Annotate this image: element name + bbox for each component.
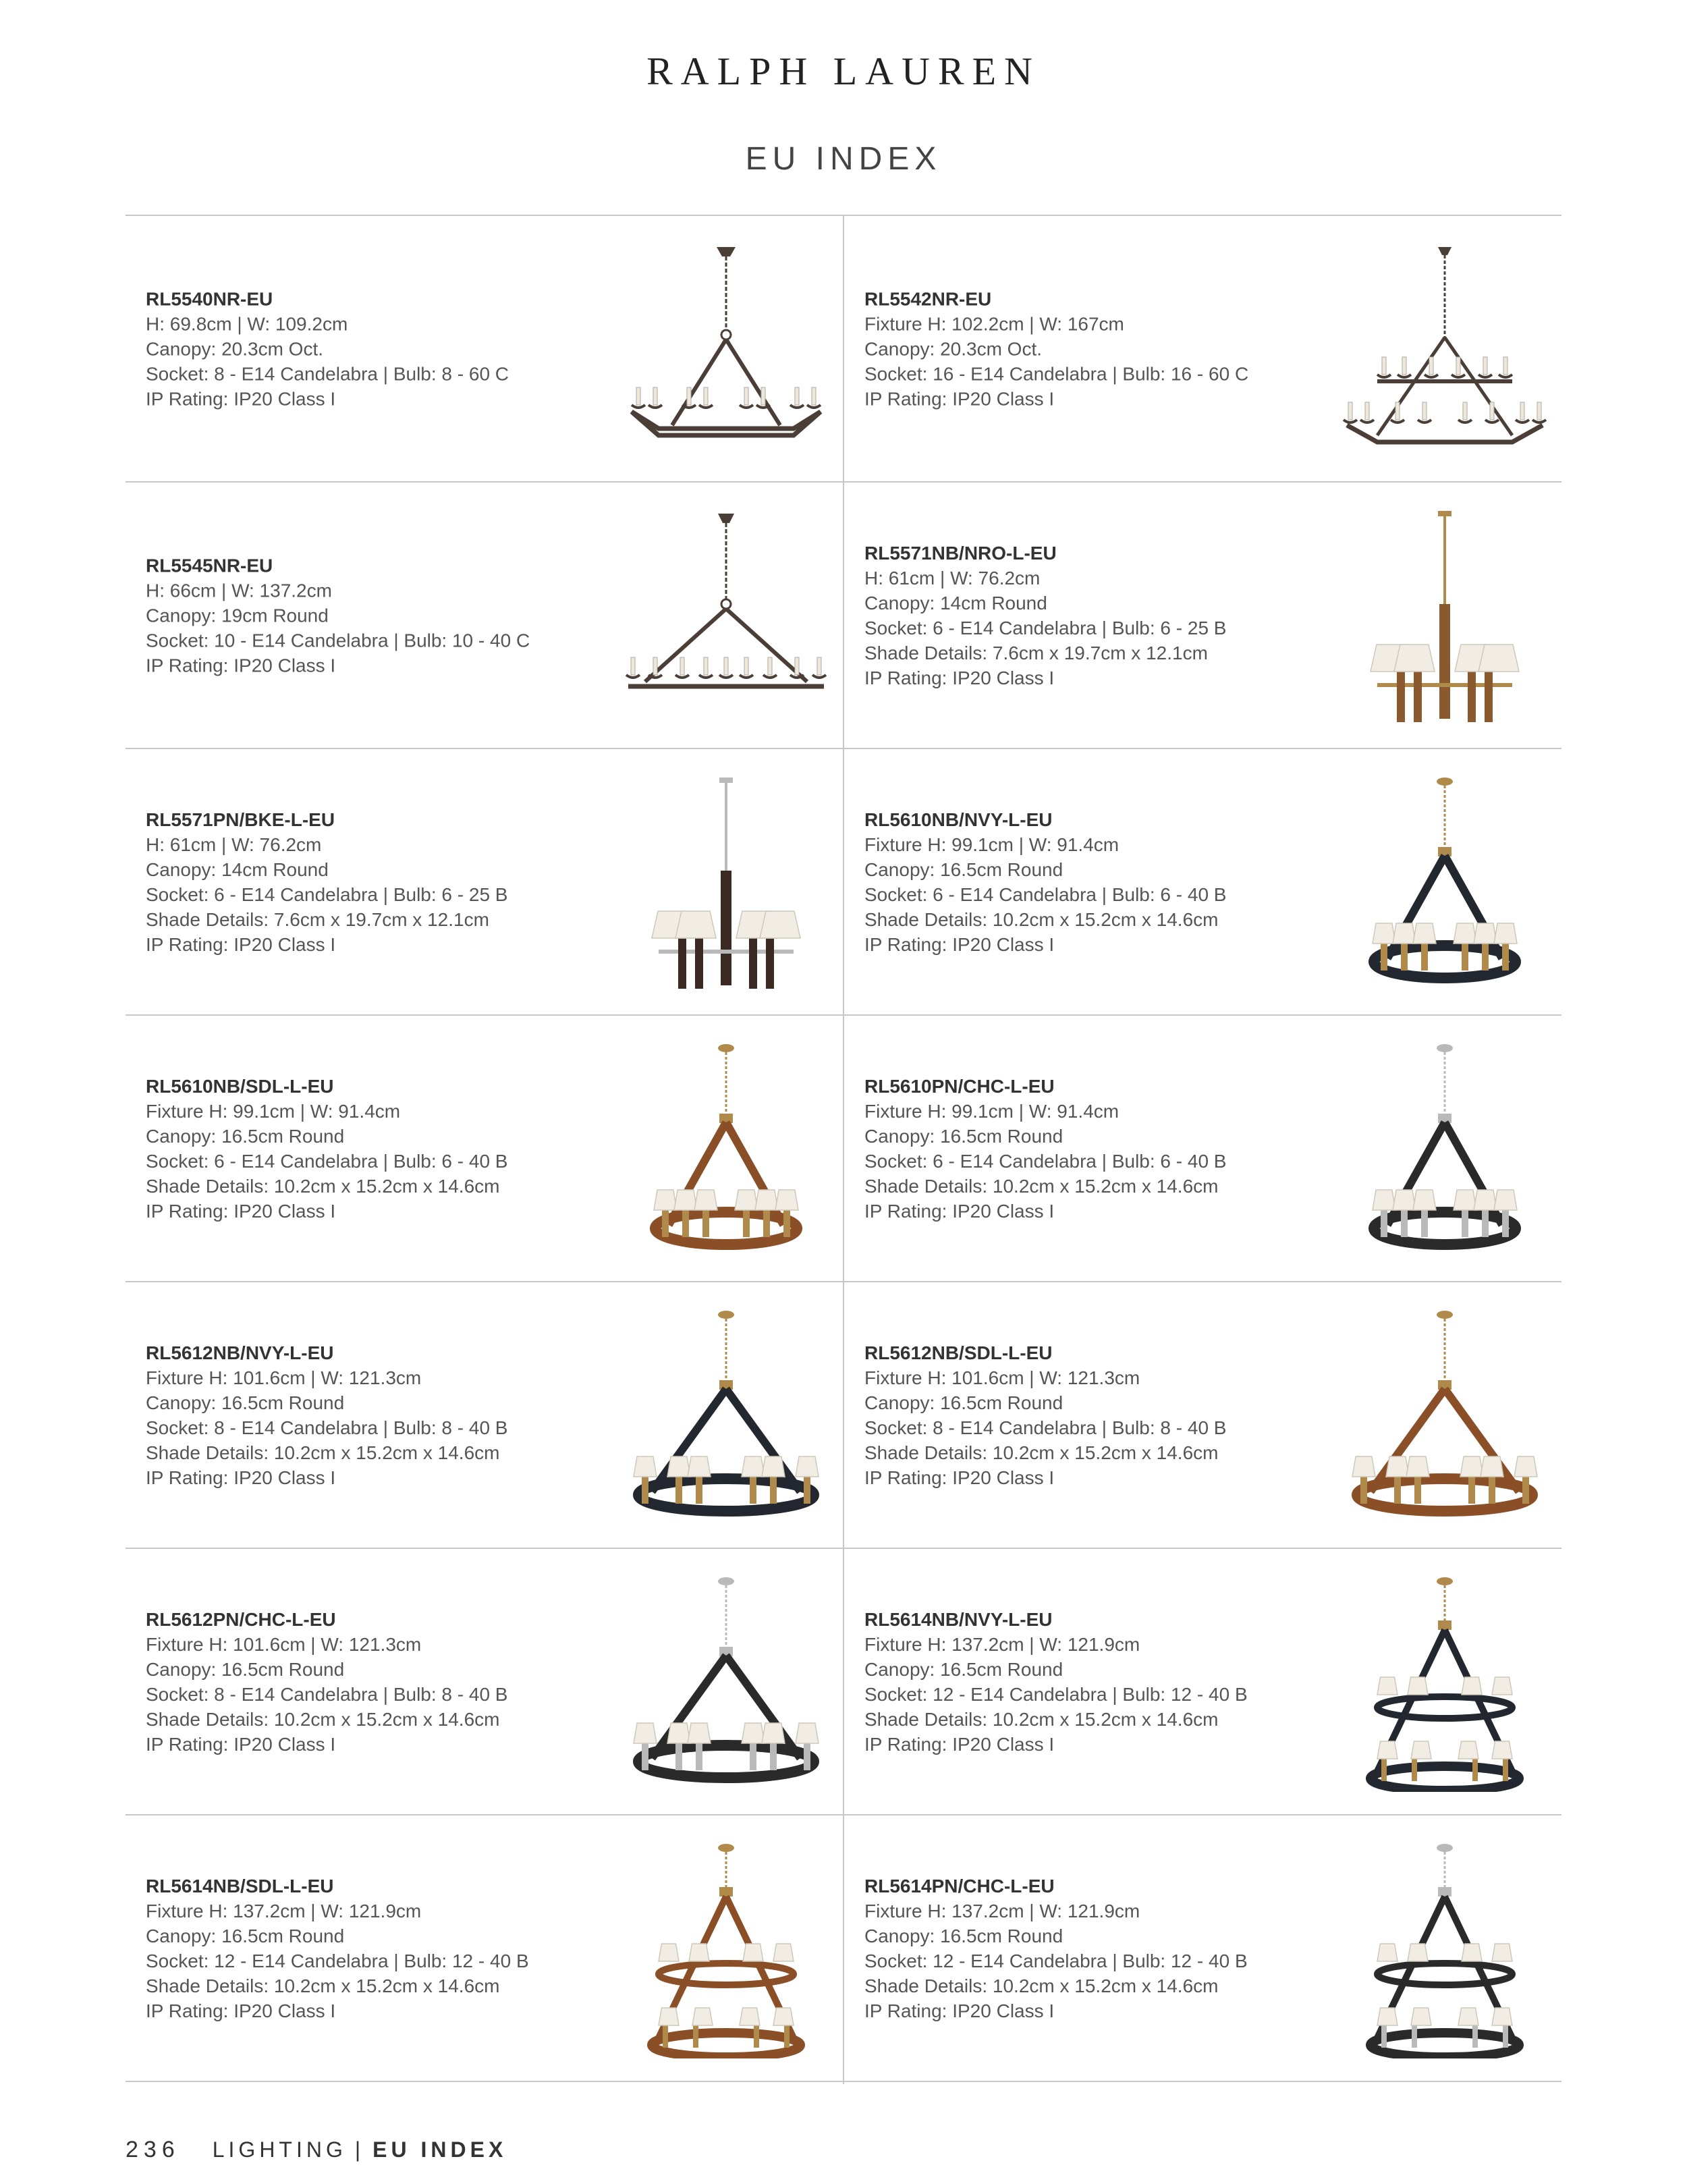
spec-line: Socket: 6 - E14 Candelabra | Bulb: 6 - 25 B	[146, 883, 508, 905]
spec-line: Shade Details: 10.2cm x 15.2cm x 14.6cm	[146, 1708, 500, 1730]
chandelier-image	[1337, 1043, 1553, 1259]
index-row	[126, 749, 1561, 1016]
product-code: RL5612NB/SDL-L-EU	[864, 1342, 1053, 1363]
spec-line: Canopy: 16.5cm Round	[146, 1925, 345, 1946]
product-code: RL5612NB/NVY-L-EU	[146, 1342, 334, 1363]
spec-line: Canopy: 16.5cm Round	[146, 1658, 345, 1680]
spec-line: IP Rating: IP20 Class I	[864, 667, 1055, 688]
spec-line: Fixture H: 99.1cm | W: 91.4cm	[864, 834, 1119, 855]
product-cell	[844, 483, 1562, 748]
product-code: RL5610NB/NVY-L-EU	[864, 809, 1053, 830]
product-cell	[126, 483, 844, 748]
footer-separator: |	[354, 2137, 365, 2162]
product-code: RL5614NB/NVY-L-EU	[864, 1608, 1053, 1630]
spec-line: Socket: 16 - E14 Candelabra | Bulb: 16 - 60 C	[864, 363, 1249, 384]
brand-logo: RALPH LAUREN	[646, 49, 1041, 93]
spec-line: Socket: 8 - E14 Candelabra | Bulb: 8 - 40 B	[864, 1417, 1227, 1438]
product-spec	[146, 1874, 618, 2023]
spec-line: Canopy: 16.5cm Round	[864, 1658, 1063, 1680]
spec-line: Canopy: 14cm Round	[146, 858, 329, 880]
product-code: RL5614PN/CHC-L-EU	[864, 1875, 1055, 1896]
spec-line: IP Rating: IP20 Class I	[146, 1200, 336, 1222]
footer-subsection: EU INDEX	[372, 2137, 507, 2162]
product-cell	[844, 1016, 1562, 1281]
spec-line: H: 61cm | W: 76.2cm	[864, 567, 1041, 589]
index-row	[126, 1282, 1561, 1549]
product-code: RL5614NB/SDL-L-EU	[146, 1875, 334, 1896]
product-cell	[126, 1549, 844, 1814]
spec-line: IP Rating: IP20 Class I	[146, 933, 336, 955]
spec-line: Fixture H: 102.2cm | W: 167cm	[864, 313, 1124, 334]
chandelier-image	[618, 1842, 834, 2058]
chandelier-image	[1337, 1576, 1553, 1792]
product-code: RL5571PN/BKE-L-EU	[146, 809, 335, 830]
product-spec	[864, 286, 1337, 411]
chandelier-image	[1337, 776, 1553, 992]
spec-line: Canopy: 14cm Round	[864, 592, 1047, 613]
spec-line: Shade Details: 10.2cm x 15.2cm x 14.6cm	[864, 1175, 1219, 1197]
product-code: RL5542NR-EU	[864, 288, 992, 309]
footer-section: LIGHTING	[212, 2137, 347, 2162]
product-spec	[864, 807, 1337, 957]
spec-line: Canopy: 20.3cm Oct.	[864, 338, 1043, 359]
chandelier-image	[1337, 1309, 1553, 1525]
spec-line: Socket: 8 - E14 Candelabra | Bulb: 8 - 60 C	[146, 363, 509, 384]
page-footer	[126, 2137, 507, 2163]
index-row	[126, 483, 1561, 749]
spec-line: Fixture H: 101.6cm | W: 121.3cm	[146, 1633, 422, 1655]
spec-line: Canopy: 19cm Round	[146, 605, 329, 626]
index-row	[126, 216, 1561, 483]
spec-line: Socket: 6 - E14 Candelabra | Bulb: 6 - 25 B	[864, 617, 1227, 638]
spec-line: IP Rating: IP20 Class I	[864, 1200, 1055, 1222]
spec-line: Socket: 6 - E14 Candelabra | Bulb: 6 - 40 B	[146, 1150, 508, 1172]
product-cell	[844, 216, 1562, 481]
index-row	[126, 1549, 1561, 1816]
chandelier-image	[618, 1309, 834, 1525]
spec-line: IP Rating: IP20 Class I	[864, 933, 1055, 955]
chandelier-image	[618, 1043, 834, 1259]
chandelier-image	[618, 510, 834, 726]
spec-line: Shade Details: 7.6cm x 19.7cm x 12.1cm	[146, 908, 489, 930]
product-spec	[864, 1874, 1337, 2023]
chandelier-image	[618, 776, 834, 992]
product-code: RL5545NR-EU	[146, 555, 273, 576]
product-spec	[146, 1607, 618, 1757]
product-cell	[126, 1816, 844, 2081]
product-code: RL5540NR-EU	[146, 288, 273, 309]
spec-line: Socket: 6 - E14 Candelabra | Bulb: 6 - 40 B	[864, 883, 1227, 905]
spec-line: Canopy: 16.5cm Round	[146, 1125, 345, 1147]
spec-line: Shade Details: 7.6cm x 19.7cm x 12.1cm	[864, 642, 1208, 663]
spec-line: Socket: 12 - E14 Candelabra | Bulb: 12 - 40 B	[864, 1950, 1248, 1971]
spec-line: Canopy: 16.5cm Round	[864, 858, 1063, 880]
spec-line: Socket: 12 - E14 Candelabra | Bulb: 12 - 40 B	[146, 1950, 529, 1971]
index-row	[126, 1016, 1561, 1282]
product-spec	[864, 541, 1337, 690]
product-cell	[844, 1549, 1562, 1814]
spec-line: Shade Details: 10.2cm x 15.2cm x 14.6cm	[146, 1442, 500, 1463]
product-spec	[146, 286, 618, 411]
spec-line: IP Rating: IP20 Class I	[146, 1467, 336, 1488]
spec-line: IP Rating: IP20 Class I	[864, 1733, 1055, 1755]
spec-line: Fixture H: 99.1cm | W: 91.4cm	[864, 1100, 1119, 1122]
chandelier-image	[1337, 1842, 1553, 2058]
product-cell	[126, 1016, 844, 1281]
product-index-grid	[126, 215, 1561, 2083]
spec-line: Socket: 8 - E14 Candelabra | Bulb: 8 - 40 B	[146, 1417, 508, 1438]
chandelier-image	[618, 1576, 834, 1792]
index-row	[126, 1816, 1561, 2082]
spec-line: Canopy: 16.5cm Round	[864, 1125, 1063, 1147]
spec-line: Socket: 6 - E14 Candelabra | Bulb: 6 - 40 B	[864, 1150, 1227, 1172]
spec-line: IP Rating: IP20 Class I	[146, 1733, 336, 1755]
spec-line: Shade Details: 10.2cm x 15.2cm x 14.6cm	[146, 1975, 500, 1996]
product-spec	[146, 1340, 618, 1490]
product-cell	[126, 216, 844, 481]
spec-line: IP Rating: IP20 Class I	[864, 2000, 1055, 2021]
spec-line: Shade Details: 10.2cm x 15.2cm x 14.6cm	[864, 1708, 1219, 1730]
spec-line: IP Rating: IP20 Class I	[146, 388, 336, 409]
spec-line: H: 61cm | W: 76.2cm	[146, 834, 322, 855]
spec-line: Fixture H: 137.2cm | W: 121.9cm	[864, 1633, 1140, 1655]
spec-line: Socket: 12 - E14 Candelabra | Bulb: 12 - 40 B	[864, 1683, 1248, 1705]
spec-line: Canopy: 20.3cm Oct.	[146, 338, 324, 359]
spec-line: Shade Details: 10.2cm x 15.2cm x 14.6cm	[864, 1442, 1219, 1463]
spec-line: IP Rating: IP20 Class I	[146, 2000, 336, 2021]
spec-line: Fixture H: 101.6cm | W: 121.3cm	[146, 1367, 422, 1388]
spec-line: IP Rating: IP20 Class I	[864, 388, 1055, 409]
spec-line: IP Rating: IP20 Class I	[146, 655, 336, 676]
spec-line: Canopy: 16.5cm Round	[864, 1925, 1063, 1946]
spec-line: Canopy: 16.5cm Round	[146, 1392, 345, 1413]
spec-line: Canopy: 16.5cm Round	[864, 1392, 1063, 1413]
product-cell	[126, 1282, 844, 1548]
spec-line: H: 66cm | W: 137.2cm	[146, 580, 332, 601]
spec-line: Shade Details: 10.2cm x 15.2cm x 14.6cm	[146, 1175, 500, 1197]
chandelier-image	[618, 243, 834, 459]
spec-line: Fixture H: 137.2cm | W: 121.9cm	[864, 1900, 1140, 1921]
spec-line: Shade Details: 10.2cm x 15.2cm x 14.6cm	[864, 908, 1219, 930]
product-code: RL5610NB/SDL-L-EU	[146, 1075, 334, 1097]
page-number: 236	[126, 2137, 180, 2162]
product-code: RL5610PN/CHC-L-EU	[864, 1075, 1055, 1097]
product-spec	[864, 1607, 1337, 1757]
product-spec	[146, 807, 618, 957]
product-cell	[844, 1816, 1562, 2081]
product-cell	[844, 749, 1562, 1014]
spec-line: Fixture H: 99.1cm | W: 91.4cm	[146, 1100, 401, 1122]
product-cell	[126, 749, 844, 1014]
product-spec	[146, 553, 618, 678]
spec-line: Shade Details: 10.2cm x 15.2cm x 14.6cm	[864, 1975, 1219, 1996]
spec-line: Fixture H: 101.6cm | W: 121.3cm	[864, 1367, 1140, 1388]
product-spec	[864, 1074, 1337, 1224]
spec-line: H: 69.8cm | W: 109.2cm	[146, 313, 348, 334]
product-spec	[864, 1340, 1337, 1490]
product-spec	[146, 1074, 618, 1224]
chandelier-image	[1337, 243, 1553, 459]
product-code: RL5612PN/CHC-L-EU	[146, 1608, 336, 1630]
spec-line: Socket: 10 - E14 Candelabra | Bulb: 10 - 40 C	[146, 630, 530, 651]
spec-line: Socket: 8 - E14 Candelabra | Bulb: 8 - 40 B	[146, 1683, 508, 1705]
product-cell	[844, 1282, 1562, 1548]
product-code: RL5571NB/NRO-L-EU	[864, 542, 1057, 564]
spec-line: Fixture H: 137.2cm | W: 121.9cm	[146, 1900, 422, 1921]
page-title: EU INDEX	[745, 141, 942, 177]
spec-line: IP Rating: IP20 Class I	[864, 1467, 1055, 1488]
chandelier-image	[1337, 510, 1553, 726]
